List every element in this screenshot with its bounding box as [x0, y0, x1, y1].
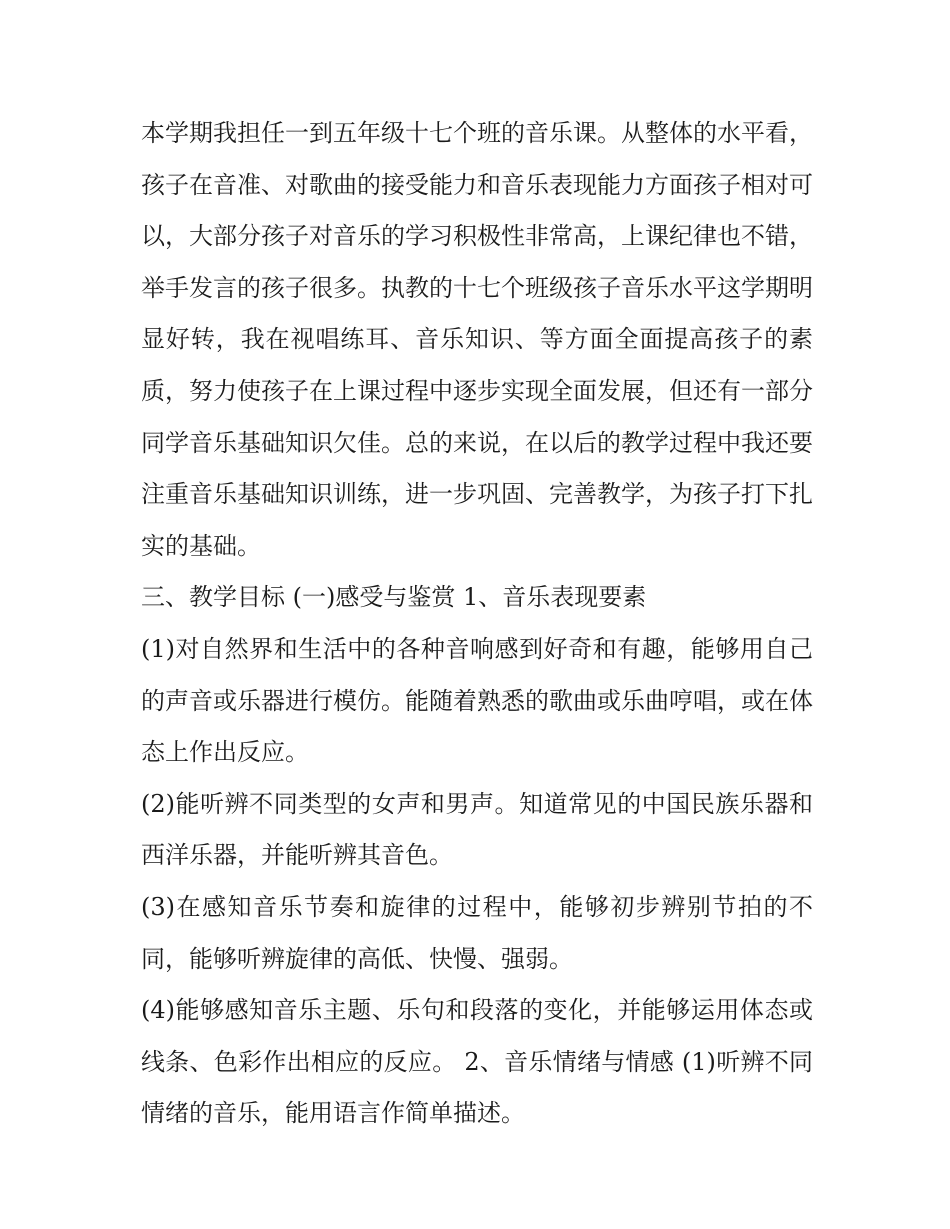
paragraph-goal-2: (2)能听辨不同类型的女声和男声。知道常见的中国民族乐器和西洋乐器，并能听辨其音色。	[141, 789, 813, 870]
paragraph-semester-overview: 本学期我担任一到五年级十七个班的音乐课。从整体的水平看，孩子在音准、对歌曲的接受能力和音乐表现能力方面孩子相对可以，大部分孩子对音乐的学习积极性非常高，上课纪律也不错，举手发言的孩子很多。执教的十七个班级孩子音乐水平这学期明显好转，我在视唱练耳、音乐知识、等方面全面提高孩子的素质，努力使孩子在上课过程中逐步实现全面发展，但还有一部分同学音乐基础知识欠佳。总的来说，在以后的教学过程中我还要注重音乐基础知识训练，进一步巩固、完善教学，为孩子打下扎实的基础。	[141, 119, 813, 560]
paragraph-goal-4: (4)能够感知音乐主题、乐句和段落的变化，并能够运用体态或线条、色彩作出相应的反应。 2、音乐情绪与情感 (1)听辨不同情绪的音乐，能用语言作简单描述。	[141, 996, 813, 1128]
paragraph-goal-1: (1)对自然界和生活中的各种音响感到好奇和有趣，能够用自己的声音或乐器进行模仿。能随着熟悉的歌曲或乐曲哼唱，或在体态上作出反应。	[141, 634, 813, 767]
paragraph-goal-3: (3)在感知音乐节奏和旋律的过程中，能够初步辨别节拍的不同，能够听辨旋律的高低、快慢、强弱。	[141, 892, 813, 973]
document-body	[141, 108, 813, 1140]
paragraph-teaching-goals-heading: 三、教学目标 (一)感受与鉴赏 1、音乐表现要素	[141, 583, 647, 612]
